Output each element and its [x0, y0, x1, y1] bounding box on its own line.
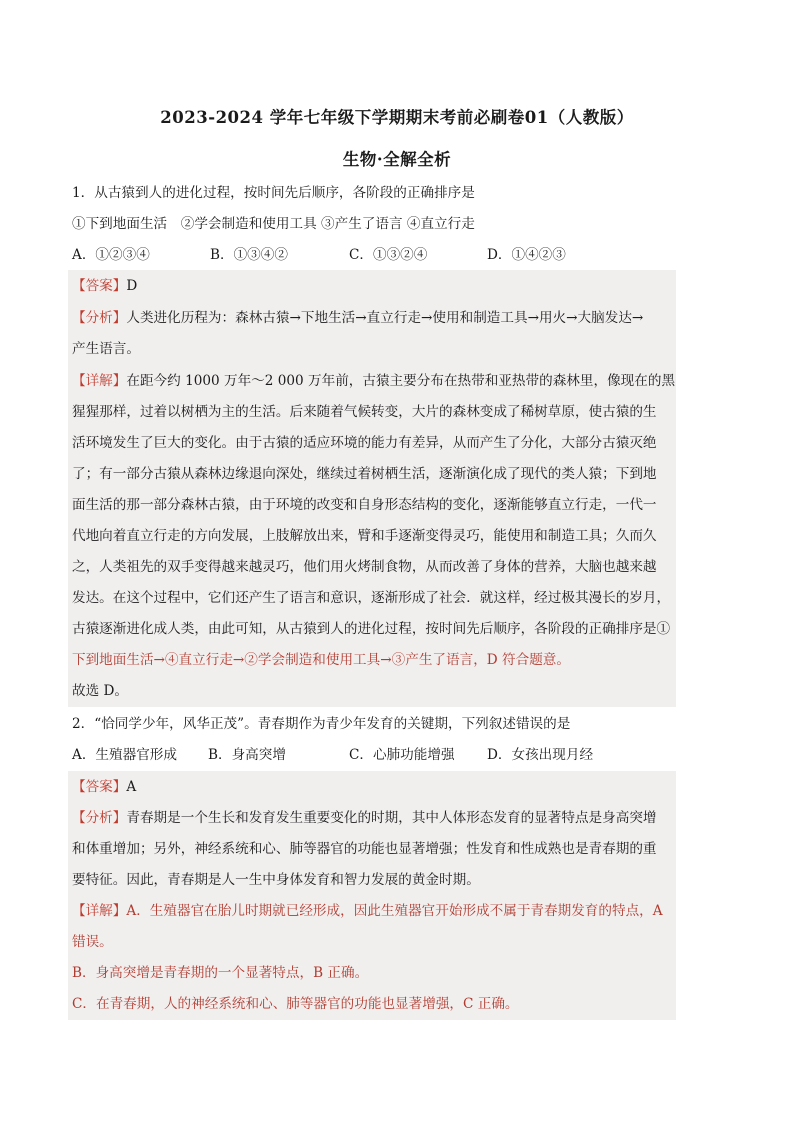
q2-detail-line-3: B．身高突增是青春期的一个显著特点，B 正确。 — [72, 965, 369, 981]
document-subtitle: 生物·全解全析 — [342, 150, 452, 169]
q1-detail-line-2: 猩猩那样，过着以树栖为主的生活。后来随着气候转变，大片的森林变成了稀树草原，使古猿的生 — [72, 404, 657, 420]
q1-detail-line-8: 发达。在这个过程中，它们还产生了语言和意识，逐渐形成了社会．就这样，经过极其漫长的岁月， — [72, 590, 671, 606]
q1-option-a: A．①②③④ — [72, 247, 150, 263]
q2-option-a: A．生殖器官形成 — [72, 747, 177, 763]
q1-conclusion: 故选 D。 — [72, 683, 129, 699]
q2-detail-line-1 — [72, 896, 676, 927]
q2-stem: 2．“恰同学少年，风华正茂”。青春期作为青少年发育的关键期，下列叙述错误的是 — [72, 716, 571, 732]
document-title: 2023-2024 学年七年级下学期期末考前必刷卷01（人教版） — [160, 108, 634, 127]
q1-answer-line — [72, 271, 676, 302]
analysis-tag: 【分析】 — [72, 810, 127, 826]
q2-detail-line-2: 错误。 — [72, 934, 113, 950]
q1-option-d: D．①④②③ — [487, 247, 566, 263]
q1-options — [72, 240, 676, 271]
q1-detail-line-5: 面生活的那一部分森林古猿，由于环境的改变和自身形态结构的变化，逐渐能够直立行走，一代一 — [72, 497, 657, 513]
q1-analysis-line-2: 产生语言。 — [72, 341, 140, 357]
q2-analysis-text-1: 青春期是一个生长和发育发生重要变化的时期，其中人体形态发育的显著特点是身高突增 — [126, 810, 657, 826]
q2-option-d: D．女孩出现月经 — [487, 747, 594, 763]
q2-option-c: C．心肺功能增强 — [349, 747, 455, 763]
q2-answer: A — [126, 779, 137, 795]
q1-option-b: B．①③④② — [210, 247, 288, 263]
q1-items: ①下到地面生活 ②学会制造和使用工具 ③产生了语言 ④直立行走 — [72, 216, 475, 232]
q1-detail-line-6: 代地向着直立行走的方向发展，上肢解放出来，臂和手逐渐变得灵巧，能使用和制造工具；久而久 — [72, 528, 657, 544]
q1-option-c: C．①③②④ — [349, 247, 428, 263]
q2-analysis-line-3: 要特征。因此，青春期是人一生中身体发育和智力发展的黄金时期。 — [72, 872, 480, 888]
q1-answer: D — [126, 278, 138, 294]
q1-detail-line-1 — [72, 366, 676, 397]
detail-tag: 【详解】 — [72, 373, 127, 389]
q1-detail-line-10: 下到地面生活→④直立行走→②学会制造和使用工具→③产生了语言，D 符合题意。 — [72, 652, 570, 668]
answer-tag: 【答案】 — [72, 278, 127, 294]
analysis-tag: 【分析】 — [72, 310, 127, 326]
q1-analysis-line-1 — [72, 303, 676, 334]
q2-answer-line — [72, 772, 676, 803]
q1-detail-line-9: 古猿逐渐进化成人类，由此可知，从古猿到人的进化过程，按时间先后顺序，各阶段的正确排序是① — [72, 621, 671, 637]
q2-detail-text-1: A．生殖器官在胎儿时期就已经形成，因此生殖器官开始形成不属于青春期发育的特点，A — [126, 903, 663, 919]
q1-detail-line-4: 了；有一部分古猿从森林边缘退向深处，继续过着树栖生活，逐渐演化成了现代的类人猿；下到地 — [72, 466, 657, 482]
q1-detail-line-7: 之，人类祖先的双手变得越来越灵巧，他们用火烤制食物，从而改善了身体的营养，大脑也越来越 — [72, 559, 657, 575]
q2-analysis-line-2: 和体重增加；另外，神经系统和心、肺等器官的功能也显著增强；性发育和性成熟也是青春期的重 — [72, 841, 657, 857]
q2-detail-line-4: C．在青春期，人的神经系统和心、肺等器官的功能也显著增强，C 正确。 — [72, 996, 519, 1012]
q2-options — [72, 740, 676, 771]
q1-analysis-text-1: 人类进化历程为：森林古猿→下地生活→直立行走→使用和制造工具→用火→大脑发达→ — [126, 310, 644, 326]
q1-detail-line-3: 活环境发生了巨大的变化。由于古猿的适应环境的能力有差异，从而产生了分化，大部分古猿灭绝 — [72, 435, 657, 451]
detail-tag: 【详解】 — [72, 903, 127, 919]
q2-analysis-line-1 — [72, 803, 676, 834]
answer-tag: 【答案】 — [72, 779, 127, 795]
q2-option-b: B．身高突增 — [208, 747, 286, 763]
q1-stem: 1．从古猿到人的进化过程，按时间先后顺序，各阶段的正确排序是 — [72, 185, 475, 201]
q1-detail-text-1: 在距今约 1000 万年～2 000 万年前，古猿主要分布在热带和亚热带的森林里，像现在的黑 — [126, 373, 676, 389]
